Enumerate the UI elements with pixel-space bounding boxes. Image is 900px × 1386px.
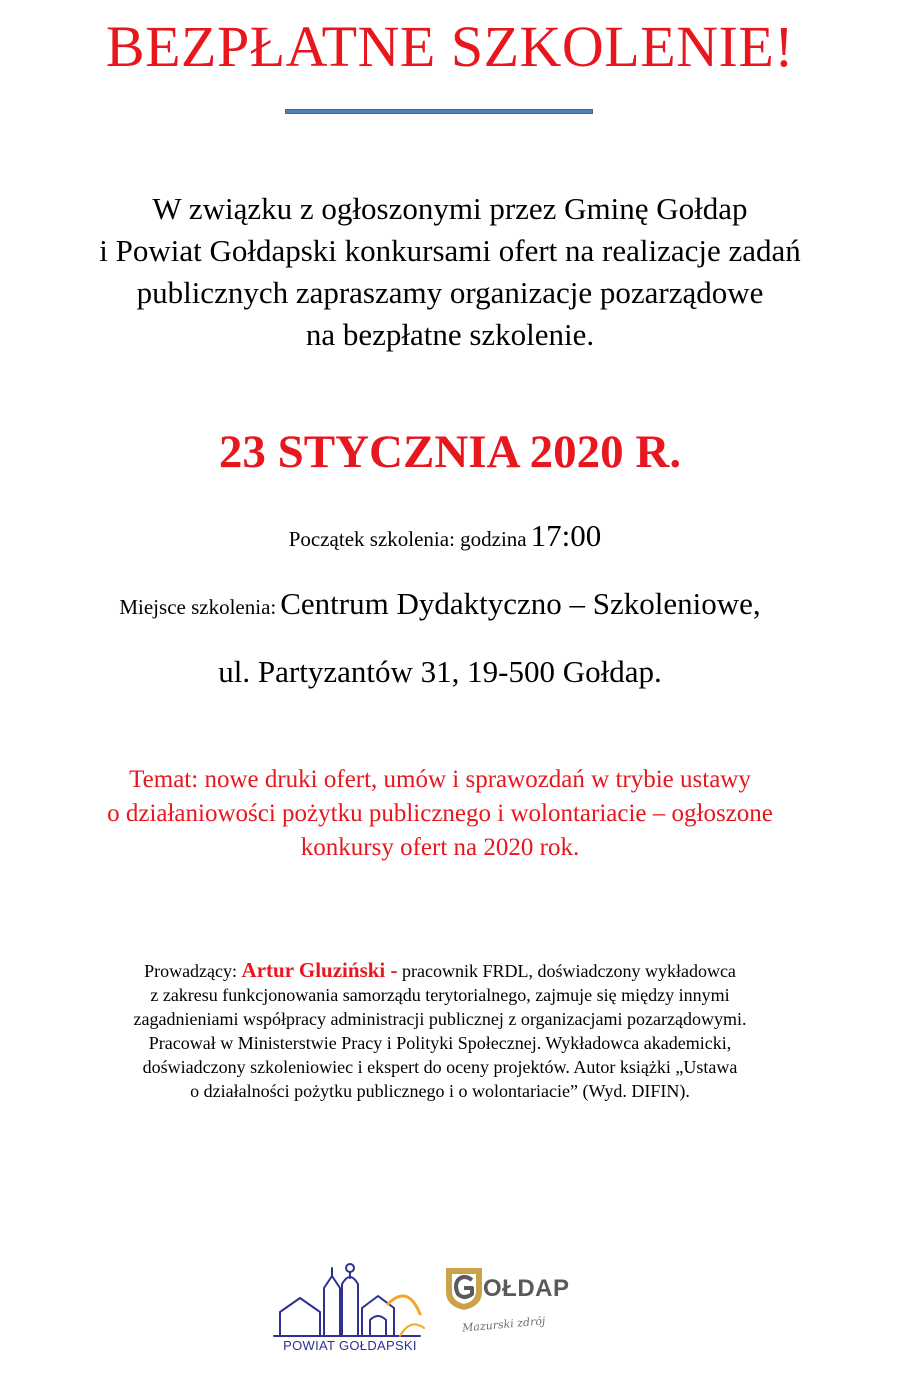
- bio-line: doświadczony szkoleniowiec i ekspert do oceny projektów. Autor książki „Ustawa: [142, 1057, 738, 1077]
- start-time-row: [0, 516, 890, 562]
- intro-line: na bezpłatne szkolenie.: [305, 317, 595, 352]
- training-date: 23 STYCZNIA 2020 R.: [218, 426, 682, 478]
- intro-paragraph: [0, 188, 900, 356]
- powiat-goldapski-logo: [270, 1258, 430, 1358]
- goldap-logo: [442, 1262, 612, 1352]
- topic-paragraph: [0, 763, 880, 865]
- church-towers-icon: [270, 1258, 430, 1340]
- topic-line: o działaniowości pożytku publicznego i wolontariacie – ogłoszone: [107, 800, 773, 827]
- intro-line: W związku z ogłoszonymi przez Gminę Gołdap: [152, 191, 748, 226]
- intro-line: i Powiat Gołdapski konkursami ofert na realizacje zadań: [99, 233, 801, 268]
- start-time-label: Początek szkolenia: godzina: [288, 527, 527, 551]
- title-divider: [285, 109, 593, 114]
- powiat-logo-text: POWIAT GOŁDAPSKI: [283, 1338, 417, 1353]
- place-label: Miejsce szkolenia:: [119, 595, 277, 619]
- bio-line: o działalności pożytku publicznego i o wolontariacie” (Wyd. DIFIN).: [190, 1081, 690, 1101]
- goldap-logo-text: OŁDAP: [483, 1275, 570, 1302]
- topic-line: Temat: nowe druki ofert, umów i sprawozdań w trybie ustawy: [129, 766, 751, 793]
- goldap-g-shield-icon: [442, 1262, 486, 1312]
- place-row: [0, 583, 880, 631]
- trainer-name: Artur Gluziński -: [241, 958, 398, 982]
- start-time-value: 17:00: [530, 518, 602, 553]
- place-value: Centrum Dydaktyczno – Szkoleniowe,: [280, 586, 761, 621]
- bio-first-line: [0, 958, 880, 983]
- poster-title: BEZPŁATNE SZKOLENIE!: [105, 14, 795, 79]
- trainer-bio: [0, 958, 880, 1103]
- goldap-logo-tagline: Mazurski zdrój: [461, 1314, 546, 1335]
- bio-first-line-rest: pracownik FRDL, doświadczony wykładowca: [402, 961, 736, 981]
- bio-line: zagadnieniami współpracy administracji publicznej z organizacjami pozarządowymi.: [133, 1009, 747, 1029]
- bio-line: z zakresu funkcjonowania samorządu terytorialnego, zajmuje się między innymi: [150, 985, 730, 1005]
- trainer-label: Prowadzący:: [144, 961, 238, 981]
- topic-line: konkursy ofert na 2020 rok.: [300, 834, 580, 861]
- bio-line: Pracował w Ministerstwie Pracy i Polityki Społecznej. Wykładowca akademicki,: [148, 1033, 732, 1053]
- intro-line: publicznych zapraszamy organizacje pozarządowe: [136, 275, 764, 310]
- place-address: ul. Partyzantów 31, 19-500 Gołdap.: [218, 654, 662, 689]
